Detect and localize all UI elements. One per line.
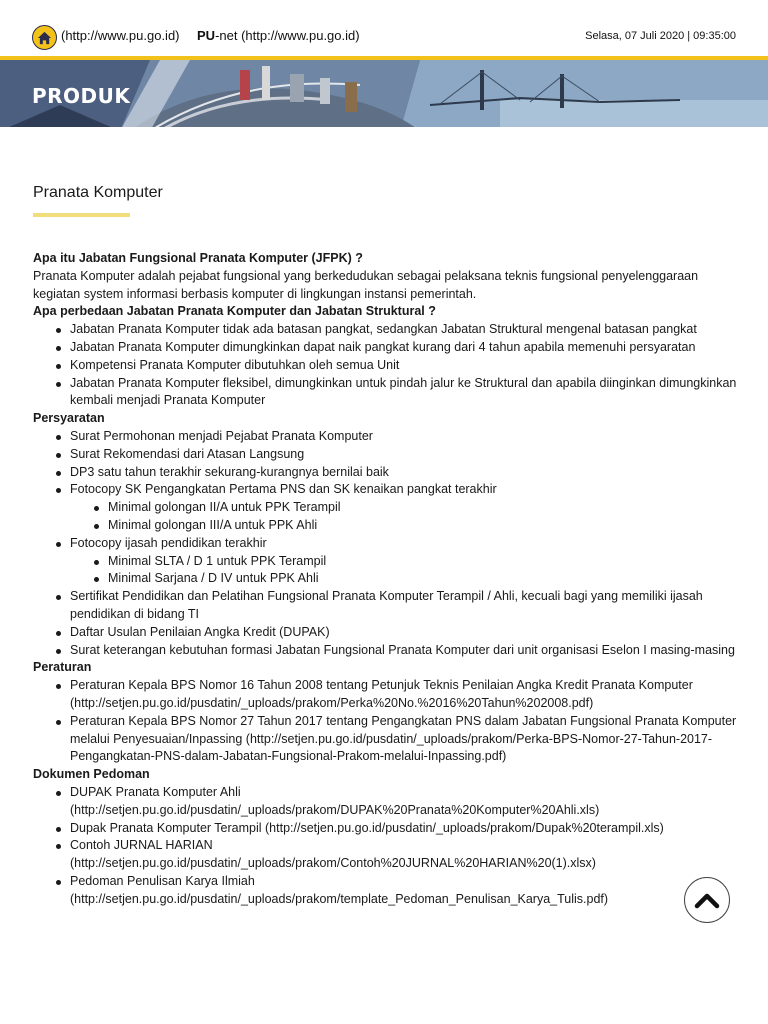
section-heading-dokumen: Dokumen Pedoman [33,767,150,782]
persyaratan-list [33,428,738,659]
list-item [70,535,738,588]
peraturan-link[interactable]: Peraturan Kepala BPS Nomor 27 Tahun 2017 tentang Pengangkatan PNS dalam Jabatan Fungsional Pranata Komputer melalui Penyesuaian/Inpassing (http://setjen.pu.go.id/pusdatin/_uploads/prakom/Perka-BPS-Nomor-27-Tahun-2017-Pengangkatan-PNS-dalam-Jabatan-Fungsional-Prakom-melalui-Inpassing.pdf) [70,713,738,766]
list-item: Jabatan Pranata Komputer dimungkinkan dapat naik pangkat kurang dari 4 tahun apabila memenuhi persyaratan [70,339,738,357]
section-heading-peraturan: Peraturan [33,660,92,675]
home-button[interactable] [32,25,57,50]
sublist-item: Minimal Sarjana / D IV untuk PPK Ahli [108,570,738,588]
ijasah-sublist [70,553,738,589]
perbedaan-list [33,321,738,410]
punet-link-bold: PU [197,28,216,43]
dokumen-list [33,784,738,909]
sublist-item: Minimal golongan II/A untuk PPK Terampil [108,499,738,517]
main-content [33,250,738,908]
jfpk-description: Pranata Komputer adalah pejabat fungsional yang berkedudukan sebagai pelaksana teknis fungsional penyelenggaraan kegiatan system informasi berbasis komputer di lingkungan instansi pemerintah. [33,268,699,301]
peraturan-link[interactable]: Peraturan Kepala BPS Nomor 16 Tahun 2008 tentang Petunjuk Teknis Penilaian Angka Kredit Pranata Komputer (http://setjen.pu.go.id/pusdatin/_uploads/prakom/Perka%20No.%2016%20Tahun%202008.pdf) [70,677,738,713]
dokumen-link[interactable]: Contoh JURNAL HARIAN (http://setjen.pu.go.id/pusdatin/_uploads/prakom/Contoh%20JURNAL%20HARIAN%20(1).xlsx) [70,837,738,873]
chevron-up-icon [694,891,720,909]
list-item: Surat Permohonan menjadi Pejabat Pranata Komputer [70,428,738,446]
list-item: Daftar Usulan Penilaian Angka Kredit (DUPAK) [70,624,738,642]
list-item-text: Fotocopy SK Pengangkatan Pertama PNS dan SK kenaikan pangkat terakhir [70,482,497,497]
top-bar [0,0,768,56]
sublist-item: Minimal SLTA / D 1 untuk PPK Terampil [108,553,738,571]
list-item: Surat keterangan kebutuhan formasi Jabatan Fungsional Pranata Komputer dari unit organisasi Eselon I masing-masing [70,642,738,660]
title-underline [33,213,130,217]
list-item: Jabatan Pranata Komputer tidak ada batasan pangkat, sedangkan Jabatan Struktural mengenal batasan pangkat [70,321,738,339]
peraturan-list [33,677,738,766]
section-heading-jfpk: Apa itu Jabatan Fungsional Pranata Komputer (JFPK) ? [33,251,363,265]
page-banner [0,56,768,127]
sublist-item: Minimal golongan III/A untuk PPK Ahli [108,517,738,535]
banner-title: PRODUK [32,84,131,108]
dokumen-link[interactable]: Pedoman Penulisan Karya Ilmiah (http://setjen.pu.go.id/pusdatin/_uploads/prakom/template_Pedoman_Penulisan_Karya_Tulis.pdf) [70,873,738,909]
punet-link[interactable] [197,28,360,43]
section-heading-perbedaan: Apa perbedaan Jabatan Pranata Komputer dan Jabatan Struktural ? [33,304,436,319]
current-datetime: Selasa, 07 Juli 2020 | 09:35:00 [585,30,736,42]
list-item: Kompetensi Pranata Komputer dibutuhkan oleh semua Unit [70,357,738,375]
sk-sublist [70,499,738,535]
list-item [70,481,738,534]
section-heading-persyaratan: Persyaratan [33,411,105,426]
list-item-text: Fotocopy ijasah pendidikan terakhir [70,535,267,550]
site-link[interactable]: (http://www.pu.go.id) [61,28,180,43]
home-icon [37,31,52,45]
scroll-to-top-button[interactable] [684,877,730,923]
page-title: Pranata Komputer [33,184,163,201]
dokumen-link[interactable]: DUPAK Pranata Komputer Ahli (http://setjen.pu.go.id/pusdatin/_uploads/prakom/DUPAK%20Pranata%20Komputer%20Ahli.xls) [70,784,738,820]
dokumen-link[interactable]: Dupak Pranata Komputer Terampil (http://setjen.pu.go.id/pusdatin/_uploads/prakom/Dupak%20terampil.xls) [70,820,738,838]
list-item: DP3 satu tahun terakhir sekurang-kurangnya bernilai baik [70,464,738,482]
punet-link-text: -net (http://www.pu.go.id) [215,28,360,43]
list-item: Surat Rekomendasi dari Atasan Langsung [70,446,738,464]
list-item: Jabatan Pranata Komputer fleksibel, dimungkinkan untuk pindah jalur ke Struktural dan apabila diinginkan dimungkinkan kembali menjadi Pranata Komputer [70,375,738,411]
list-item: Sertifikat Pendidikan dan Pelatihan Fungsional Pranata Komputer Terampil / Ahli, kecuali bagi yang memiliki ijasah pendidikan di bidang TI [70,588,738,624]
